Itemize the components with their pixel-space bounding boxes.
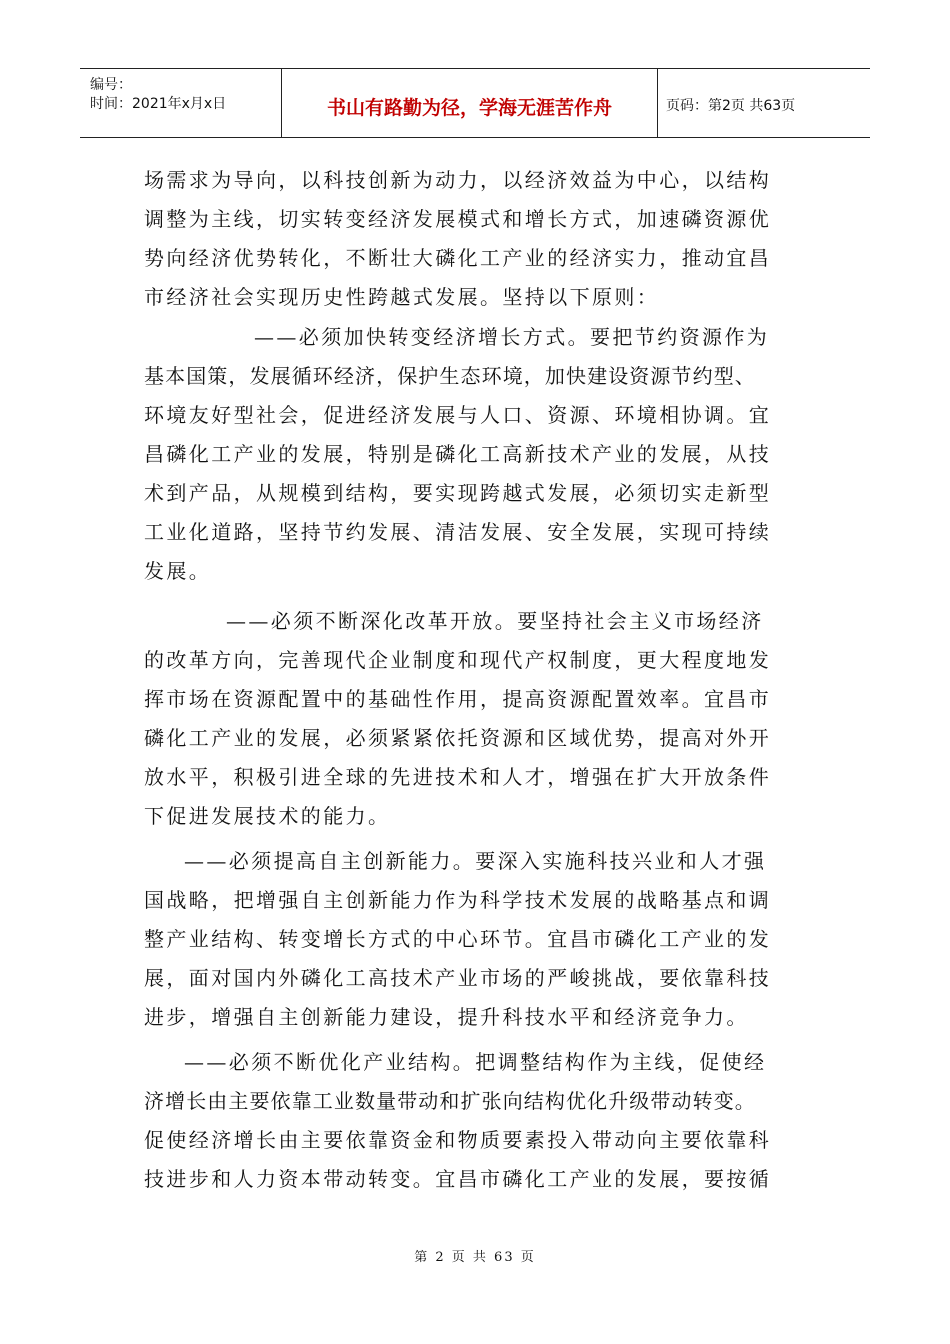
header-page-info: 页码：第2页 共63页 bbox=[666, 98, 796, 114]
header-meta-cell bbox=[80, 69, 282, 137]
body-line: ——必须不断优化产业结构。把调整结构作为主线，促使经 bbox=[184, 1050, 767, 1074]
body-line: 环境友好型社会，促进经济发展与人口、资源、环境相协调。宜 bbox=[144, 403, 772, 427]
body-line: 市经济社会实现历史性跨越式发展。坚持以下原则： bbox=[144, 285, 660, 309]
body-line: 促使经济增长由主要依靠资金和物质要素投入带动向主要依靠科 bbox=[144, 1128, 772, 1152]
body-line: ——必须加快转变经济增长方式。要把节约资源作为 bbox=[254, 325, 770, 349]
body-line: 下促进发展技术的能力。 bbox=[144, 804, 391, 828]
body-line: 工业化道路，坚持节约发展、清洁发展、安全发展，实现可持续 bbox=[144, 520, 772, 544]
body-line: 进步，增强自主创新能力建设，提升科技水平和经济竞争力。 bbox=[144, 1005, 749, 1029]
body-line: 发展。 bbox=[144, 559, 212, 583]
body-line: 整产业结构、转变增长方式的中心环节。宜昌市磷化工产业的发 bbox=[144, 927, 772, 951]
page-footer: 第 2 页 共 63 页 bbox=[414, 1250, 536, 1265]
body-line: 基本国策，发展循环经济，保护生态环境，加快建设资源节约型、 bbox=[144, 364, 756, 388]
header-page-cell bbox=[658, 69, 870, 137]
body-line: 昌磷化工产业的发展，特别是磷化工高新技术产业的发展，从技 bbox=[144, 442, 772, 466]
body-line: 济增长由主要依靠工业数量带动和扩张向结构优化升级带动转变。 bbox=[144, 1089, 756, 1113]
body-line: 的改革方向，完善现代企业制度和现代产权制度，更大程度地发 bbox=[144, 648, 772, 672]
body-line: 技进步和人力资本带动转变。宜昌市磷化工产业的发展，要按循 bbox=[144, 1167, 772, 1191]
page-header bbox=[80, 68, 870, 138]
body-line: ——必须提高自主创新能力。要深入实施科技兴业和人才强 bbox=[184, 849, 767, 873]
body-line: ——必须不断深化改革开放。要坚持社会主义市场经济 bbox=[226, 609, 764, 633]
document-time-label: 时间：2021年x月x日 bbox=[90, 96, 227, 112]
body-line: 术到产品，从规模到结构，要实现跨越式发展，必须切实走新型 bbox=[144, 481, 772, 505]
body-line: 势向经济优势转化，不断壮大磷化工产业的经济实力，推动宜昌 bbox=[144, 246, 772, 270]
body-line: 展，面对国内外磷化工高技术产业市场的严峻挑战，要依靠科技 bbox=[144, 966, 772, 990]
body-line: 磷化工产业的发展，必须紧紧依托资源和区域优势，提高对外开 bbox=[144, 726, 772, 750]
body-line: 场需求为导向，以科技创新为动力，以经济效益为中心，以结构 bbox=[144, 168, 772, 192]
body-line: 放水平，积极引进全球的先进技术和人才，增强在扩大开放条件 bbox=[144, 765, 772, 789]
header-motto: 书山有路勤为径，学海无涯苦作舟 bbox=[326, 97, 612, 119]
body-line: 国战略，把增强自主创新能力作为科学技术发展的战略基点和调 bbox=[144, 888, 772, 912]
header-motto-cell bbox=[282, 69, 658, 137]
body-line: 挥市场在资源配置中的基础性作用，提高资源配置效率。宜昌市 bbox=[144, 687, 772, 711]
document-number-label: 编号： bbox=[90, 77, 132, 93]
body-line: 调整为主线，切实转变经济发展模式和增长方式，加速磷资源优 bbox=[144, 207, 772, 231]
